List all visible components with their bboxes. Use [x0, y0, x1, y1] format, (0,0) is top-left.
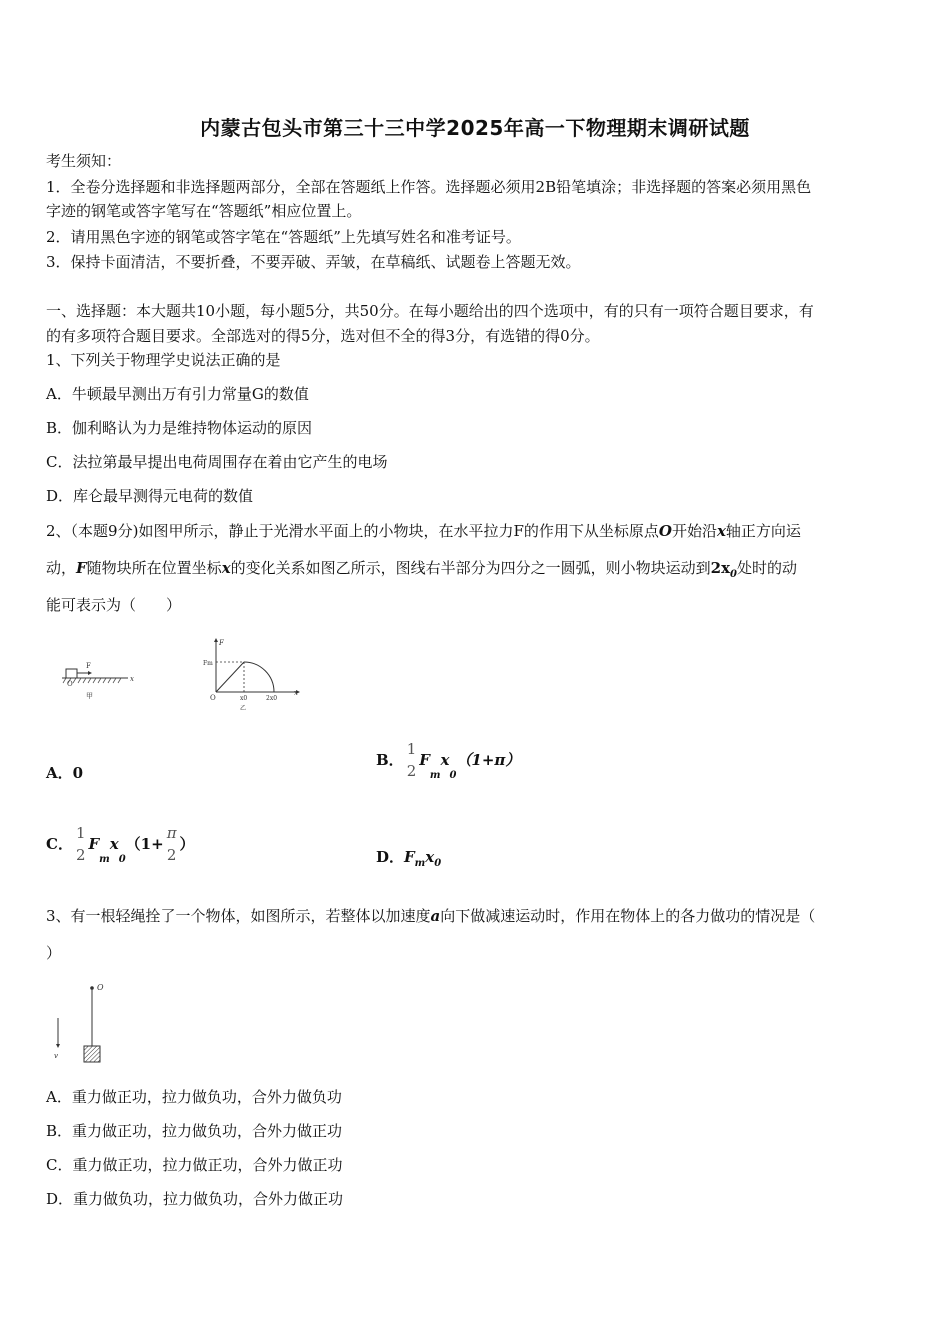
fig-jia-x-label: x — [130, 675, 134, 683]
expr-sub-m: m — [429, 770, 441, 781]
notice-heading: 考生须知： — [46, 152, 122, 170]
fig-jia-f-label: F — [86, 662, 91, 670]
fraction-pi — [167, 822, 177, 866]
q2-text: 轴正方向运 — [725, 522, 801, 540]
question-1-option-c: C．法拉第最早提出电荷周围存在着由它产生的电场 — [46, 453, 388, 471]
q2-text: 的变化关系如图乙所示，图线右半部分为四分之一圆弧，则小物块运动到 — [230, 559, 711, 577]
fig-jia-o-label: O — [67, 680, 73, 688]
question-2-stem-line2 — [46, 557, 908, 586]
expr-f: F — [419, 751, 430, 769]
expr-close: ） — [179, 835, 195, 853]
expr-sub-0: 0 — [118, 854, 126, 865]
fig-o-label: O — [97, 983, 104, 992]
fig-yi-f-label: F — [219, 639, 224, 647]
q2-sub: 0 — [730, 569, 738, 580]
question-1-option-b: B．伽利略认为力是维持物体运动的原因 — [46, 419, 313, 437]
q2-text: 随物块所在位置坐标 — [86, 559, 222, 577]
notice-item: 3．保持卡面清洁，不要折叠，不要弄破、弄皱，在草稿纸、试题卷上答题无效。 — [46, 253, 581, 271]
fig-yi-x0-label: x0 — [240, 695, 248, 702]
option-label: C． — [46, 835, 73, 853]
question-1-option-a: A．牛顿最早测出万有引力常量G的数值 — [46, 385, 309, 403]
q2-text: 开始沿 — [671, 522, 717, 540]
question-3-option-b: B．重力做正功，拉力做负功，合外力做正功 — [46, 1122, 343, 1140]
fig-yi-x-label: x — [294, 689, 298, 697]
notice-item: 字迹的钢笔或答字笔写在“答题纸”相应位置上。 — [46, 202, 362, 220]
question-3-option-d: D．重力做负功，拉力做负功，合外力做正功 — [46, 1190, 344, 1208]
q3-text: 向下做减速运动时，作用在物体上的各力做功的情况是（ — [440, 907, 816, 925]
section-instruction: 一、选择题：本大题共10小题，每小题5分，共50分。在每小题给出的四个选项中，有的只有一项符合题目要求，有 — [46, 302, 814, 320]
figure-jia — [58, 656, 138, 704]
question-1-stem: 1、下列关于物理学史说法正确的是 — [46, 351, 281, 369]
question-2-stem-line1 — [46, 520, 908, 542]
notice-item: 2．请用黑色字迹的钢笔或答字笔在“答题纸”上先填写姓名和准考证号。 — [46, 228, 521, 246]
expr-f: F — [88, 835, 100, 853]
fraction-num: 1 — [75, 824, 86, 842]
question-1-option-d: D．库仑最早测得元电荷的数值 — [46, 487, 254, 505]
q3-text: 3、有一根轻绳拴了一个物体，如图所示，若整体以加速度 — [46, 907, 431, 925]
notice-item: 1．全卷分选择题和非选择题两部分，全部在答题纸上作答。选择题必须用2B铅笔填涂；非选择题的答案必须用黑色 — [46, 178, 812, 196]
fraction-num: π — [166, 824, 177, 842]
fraction — [76, 822, 86, 866]
expr-open: （1+ — [125, 835, 164, 853]
fraction — [407, 738, 417, 782]
q2-var-x: x — [221, 559, 231, 577]
q2-text: 2、（本题9分)如图甲所示，静止于光滑水平面上的小物块，在水平拉力F的作用下从坐标原点 — [46, 522, 659, 540]
fig-jia-caption: 甲 — [86, 692, 93, 700]
fig-yi-fm-label: Fm — [203, 660, 213, 667]
question-2-option-b — [376, 738, 520, 787]
expr-sub-m: m — [414, 858, 426, 869]
section-instruction: 的有多项符合题目要求。全部选对的得5分，选对但不全的得3分，有选错的得0分。 — [46, 327, 600, 345]
expr-sub-0: 0 — [449, 770, 457, 781]
question-3-stem-line2: ） — [46, 944, 62, 962]
fraction-num: 1 — [406, 740, 417, 758]
option-label: D． — [376, 848, 405, 866]
expr-sub-0: 0 — [434, 858, 442, 869]
expr-x: x — [109, 835, 119, 853]
fig-yi-caption: 乙 — [240, 705, 247, 712]
q3-var-a: a — [430, 907, 441, 925]
expr-x: x — [425, 848, 435, 866]
q2-text: 动， — [46, 559, 77, 577]
question-3-stem-line1 — [46, 905, 908, 927]
figure-rope-object — [48, 980, 118, 1066]
fraction-den: 2 — [75, 846, 86, 864]
question-2-option-c — [46, 822, 195, 871]
expr-x: x — [440, 751, 450, 769]
question-3-option-a: A．重力做正功，拉力做负功，合外力做负功 — [46, 1088, 342, 1106]
expr-tail: （1+π） — [456, 751, 521, 769]
fraction-den: 2 — [406, 762, 417, 780]
figure-yi — [200, 636, 304, 714]
question-2-option-a — [46, 762, 83, 784]
question-3-option-c: C．重力做正功，拉力做正功，合外力做正功 — [46, 1156, 343, 1174]
fraction-den: 2 — [166, 846, 177, 864]
expr-f: F — [404, 848, 415, 866]
fig-yi-2x0-label: 2x0 — [266, 695, 278, 702]
option-value: 0 — [72, 764, 84, 782]
expr-sub-m: m — [99, 854, 110, 865]
option-label: A． — [46, 764, 73, 782]
fig-yi-o-label: O — [210, 694, 216, 702]
q2-var-o: O — [658, 522, 672, 540]
fig-v-label: v — [54, 1052, 58, 1060]
question-2-stem-line3: 能可表示为（ ） — [46, 596, 182, 614]
q2-var-x: x — [716, 522, 726, 540]
q2-var-f: F — [76, 559, 87, 577]
option-label: B． — [376, 751, 404, 769]
q2-text: 处时的动 — [737, 559, 798, 577]
question-2-option-d — [376, 846, 441, 875]
page-title: 内蒙古包头市第三十三中学2025年高一下物理期末调研试题 — [200, 116, 750, 140]
q2-var-2x0: 2x — [710, 559, 731, 577]
